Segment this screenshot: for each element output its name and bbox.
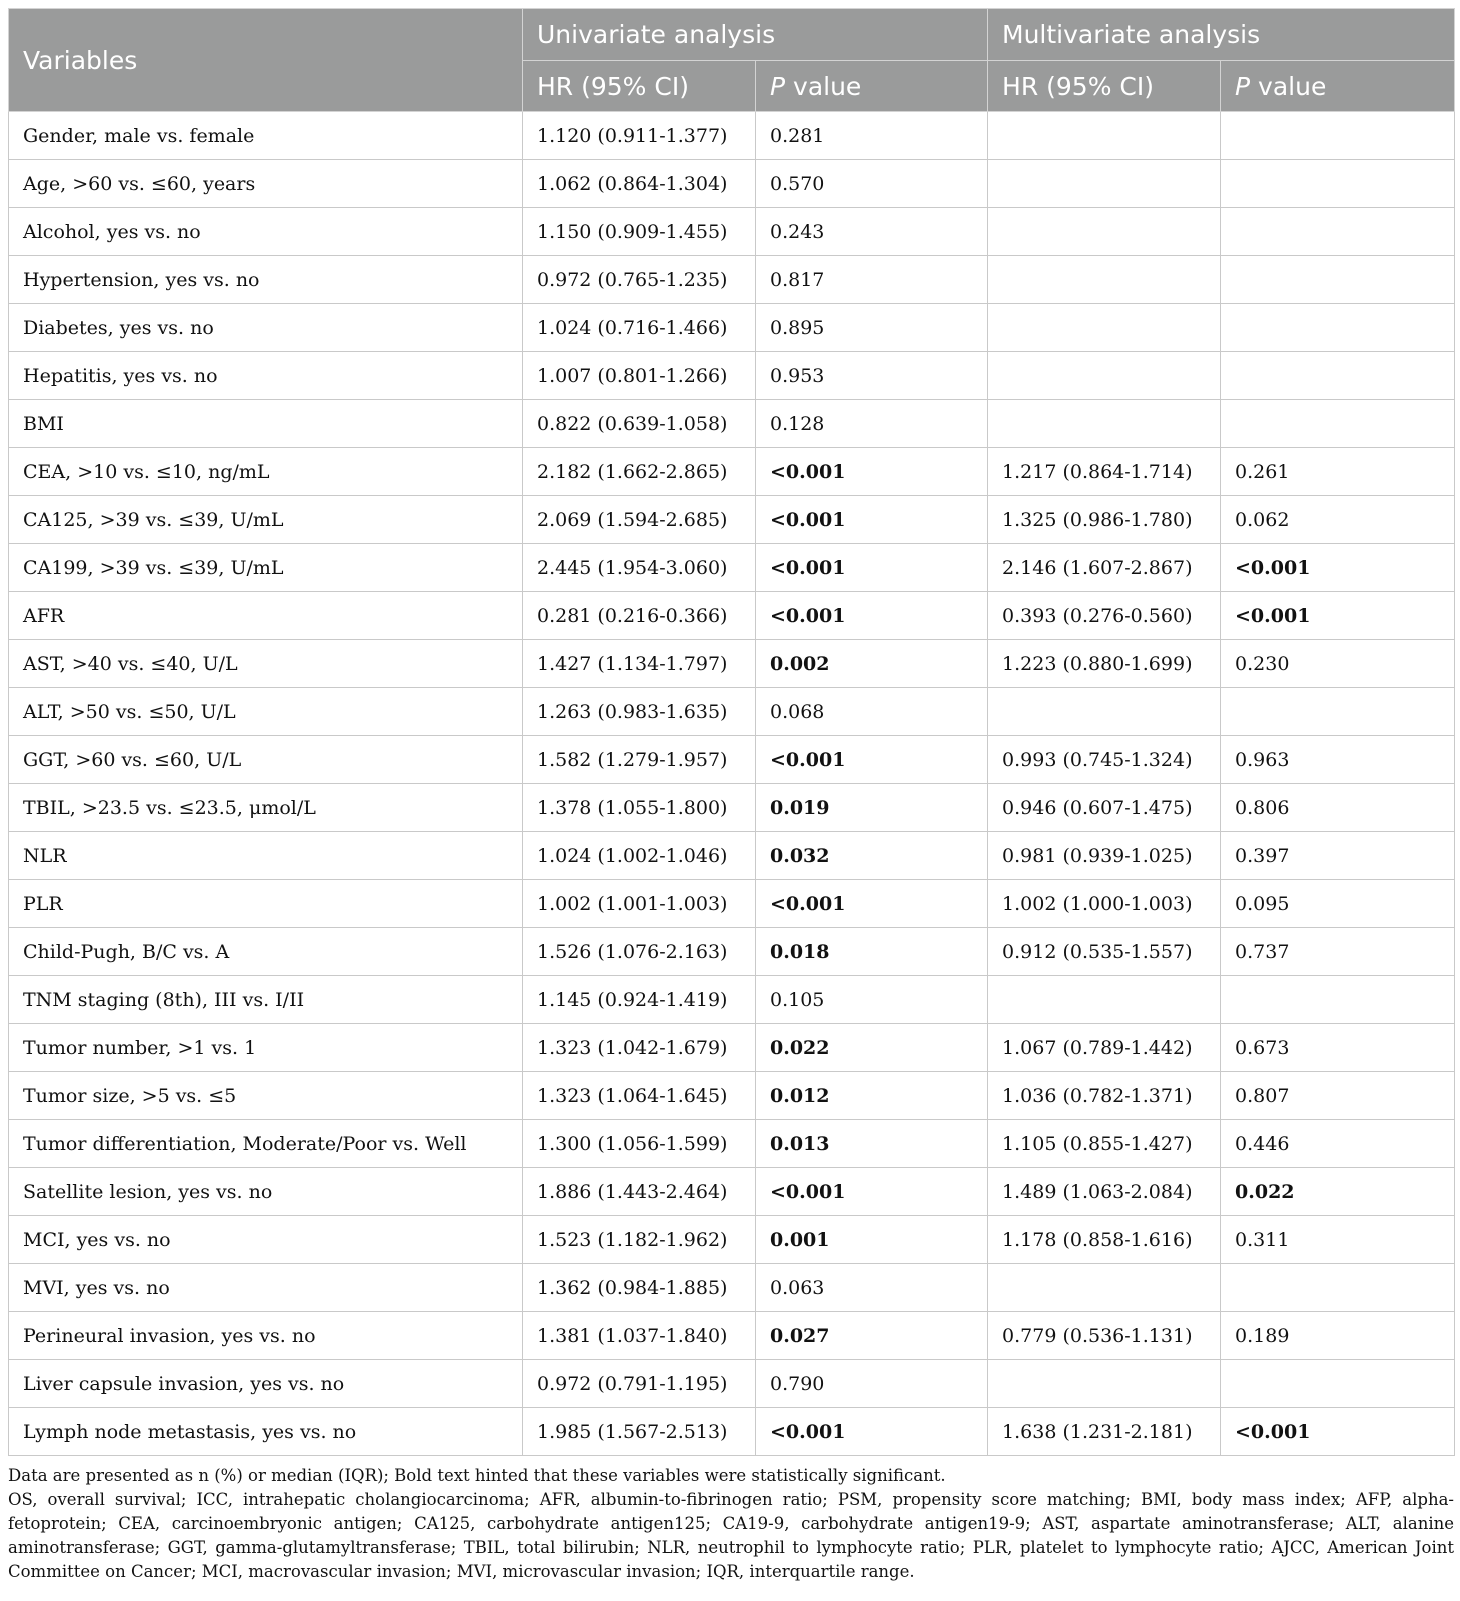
univariate-p-cell: 0.001 — [756, 1216, 988, 1264]
multivariate-hr-cell — [988, 160, 1221, 208]
multivariate-hr-cell: 0.993 (0.745-1.324) — [988, 736, 1221, 784]
univariate-hr-cell: 1.150 (0.909-1.455) — [523, 208, 756, 256]
variable-cell: Alcohol, yes vs. no — [9, 208, 523, 256]
univariate-hr-cell: 1.582 (1.279-1.957) — [523, 736, 756, 784]
table-row — [9, 1312, 1455, 1360]
multivariate-p-cell: 0.673 — [1221, 1024, 1455, 1072]
variable-cell: CA125, >39 vs. ≤39, U/mL — [9, 496, 523, 544]
multivariate-p-cell — [1221, 208, 1455, 256]
multivariate-p-cell: 0.311 — [1221, 1216, 1455, 1264]
multivariate-p-cell: 0.261 — [1221, 448, 1455, 496]
header-multi-p — [1221, 61, 1455, 112]
variable-cell: Satellite lesion, yes vs. no — [9, 1168, 523, 1216]
multivariate-p-cell: <0.001 — [1221, 1408, 1455, 1456]
variable-cell: Hepatitis, yes vs. no — [9, 352, 523, 400]
univariate-hr-cell: 1.002 (1.001-1.003) — [523, 880, 756, 928]
table-row — [9, 1264, 1455, 1312]
multivariate-hr-cell — [988, 400, 1221, 448]
multivariate-p-cell — [1221, 304, 1455, 352]
multivariate-hr-cell: 0.912 (0.535-1.557) — [988, 928, 1221, 976]
multivariate-p-cell: <0.001 — [1221, 544, 1455, 592]
univariate-p-cell: <0.001 — [756, 592, 988, 640]
univariate-p-cell: <0.001 — [756, 736, 988, 784]
univariate-hr-cell: 1.145 (0.924-1.419) — [523, 976, 756, 1024]
header-multi-hr: HR (95% CI) — [988, 61, 1221, 112]
multivariate-hr-cell — [988, 352, 1221, 400]
univariate-hr-cell: 1.062 (0.864-1.304) — [523, 160, 756, 208]
univariate-hr-cell: 1.300 (1.056-1.599) — [523, 1120, 756, 1168]
univariate-p-cell: <0.001 — [756, 448, 988, 496]
variable-cell: MCI, yes vs. no — [9, 1216, 523, 1264]
multivariate-hr-cell: 1.067 (0.789-1.442) — [988, 1024, 1221, 1072]
variable-cell: CEA, >10 vs. ≤10, ng/mL — [9, 448, 523, 496]
univariate-hr-cell: 1.886 (1.443-2.464) — [523, 1168, 756, 1216]
multivariate-hr-cell: 1.638 (1.231-2.181) — [988, 1408, 1221, 1456]
multivariate-p-cell: 0.062 — [1221, 496, 1455, 544]
table-row — [9, 304, 1455, 352]
multivariate-hr-cell: 0.393 (0.276-0.560) — [988, 592, 1221, 640]
univariate-hr-cell: 1.323 (1.042-1.679) — [523, 1024, 756, 1072]
univariate-p-cell: <0.001 — [756, 1168, 988, 1216]
univariate-hr-cell: 1.427 (1.134-1.797) — [523, 640, 756, 688]
univariate-p-cell: 0.019 — [756, 784, 988, 832]
univariate-p-cell: 0.128 — [756, 400, 988, 448]
variable-cell: Tumor differentiation, Moderate/Poor vs. Well — [9, 1120, 523, 1168]
multivariate-p-cell — [1221, 160, 1455, 208]
multivariate-hr-cell: 1.489 (1.063-2.084) — [988, 1168, 1221, 1216]
table-row — [9, 160, 1455, 208]
variable-cell: Hypertension, yes vs. no — [9, 256, 523, 304]
table-header — [9, 9, 1455, 112]
table-row — [9, 688, 1455, 736]
table-row — [9, 880, 1455, 928]
univariate-hr-cell: 1.263 (0.983-1.635) — [523, 688, 756, 736]
univariate-p-cell: 0.002 — [756, 640, 988, 688]
table-row — [9, 1216, 1455, 1264]
multivariate-hr-cell: 0.981 (0.939-1.025) — [988, 832, 1221, 880]
multivariate-p-cell: 0.446 — [1221, 1120, 1455, 1168]
univariate-hr-cell: 1.526 (1.076-2.163) — [523, 928, 756, 976]
multivariate-hr-cell: 2.146 (1.607-2.867) — [988, 544, 1221, 592]
variable-cell: Gender, male vs. female — [9, 112, 523, 160]
table-row — [9, 736, 1455, 784]
multivariate-hr-cell: 0.946 (0.607-1.475) — [988, 784, 1221, 832]
multivariate-p-cell: 0.095 — [1221, 880, 1455, 928]
table-row — [9, 976, 1455, 1024]
univariate-hr-cell: 1.362 (0.984-1.885) — [523, 1264, 756, 1312]
table-row — [9, 400, 1455, 448]
univariate-hr-cell: 1.381 (1.037-1.840) — [523, 1312, 756, 1360]
table-row — [9, 352, 1455, 400]
multivariate-p-cell — [1221, 976, 1455, 1024]
table-row — [9, 928, 1455, 976]
multivariate-p-cell — [1221, 1360, 1455, 1408]
multivariate-hr-cell: 1.002 (1.000-1.003) — [988, 880, 1221, 928]
univariate-p-cell: 0.790 — [756, 1360, 988, 1408]
variable-cell: Tumor number, >1 vs. 1 — [9, 1024, 523, 1072]
multivariate-hr-cell: 1.105 (0.855-1.427) — [988, 1120, 1221, 1168]
table-row — [9, 544, 1455, 592]
table-row — [9, 592, 1455, 640]
multivariate-p-cell: 0.963 — [1221, 736, 1455, 784]
multivariate-p-cell: 0.807 — [1221, 1072, 1455, 1120]
table-row — [9, 448, 1455, 496]
univariate-p-cell: 0.032 — [756, 832, 988, 880]
univariate-hr-cell: 1.024 (1.002-1.046) — [523, 832, 756, 880]
univariate-hr-cell: 2.445 (1.954-3.060) — [523, 544, 756, 592]
univariate-p-cell: 0.013 — [756, 1120, 988, 1168]
univariate-p-cell: 0.281 — [756, 112, 988, 160]
multivariate-hr-cell — [988, 1264, 1221, 1312]
univariate-hr-cell: 1.024 (0.716-1.466) — [523, 304, 756, 352]
univariate-p-cell: 0.068 — [756, 688, 988, 736]
multivariate-p-cell: <0.001 — [1221, 592, 1455, 640]
univariate-p-cell: 0.570 — [756, 160, 988, 208]
table-row — [9, 208, 1455, 256]
variable-cell: CA199, >39 vs. ≤39, U/mL — [9, 544, 523, 592]
footnote-abbreviations: OS, overall survival; ICC, intrahepatic cholangiocarcinoma; AFR, albumin-to-fibrinogen ratio; PSM, propensity score matching; BMI, body mass index; AFP, alpha-fetoprotein; CEA, carcinoembryonic antigen; CA125, carbohydrate antigen125; CA19-9, carbohydrate antigen19-9; AST, aspartate aminotransferase; ALT, alanine aminotransferase; GGT, gamma-glutamyltransferase; TBIL, total bilirubin; NLR, neutrophil to lymphocyte ratio; PLR, platelet to lymphocyte ratio; AJCC, American Joint Committee on Cancer; MCI, macrovascular invasion; MVI, microvascular invasion; IQR, interquartile range. — [8, 1490, 1454, 1581]
variable-cell: Liver capsule invasion, yes vs. no — [9, 1360, 523, 1408]
univariate-p-cell: 0.817 — [756, 256, 988, 304]
multivariate-hr-cell — [988, 208, 1221, 256]
p-italic: P — [770, 71, 786, 101]
variable-cell: Diabetes, yes vs. no — [9, 304, 523, 352]
univariate-p-cell: <0.001 — [756, 496, 988, 544]
p-value-label: value — [785, 71, 862, 101]
multivariate-p-cell: 0.737 — [1221, 928, 1455, 976]
univariate-p-cell: 0.895 — [756, 304, 988, 352]
variable-cell: ALT, >50 vs. ≤50, U/L — [9, 688, 523, 736]
multivariate-hr-cell: 1.217 (0.864-1.714) — [988, 448, 1221, 496]
header-variables: Variables — [9, 9, 523, 112]
p-italic: P — [1235, 71, 1251, 101]
variable-cell: Tumor size, >5 vs. ≤5 — [9, 1072, 523, 1120]
univariate-hr-cell: 0.281 (0.216-0.366) — [523, 592, 756, 640]
header-uni-p — [756, 61, 988, 112]
univariate-hr-cell: 1.323 (1.064-1.645) — [523, 1072, 756, 1120]
multivariate-p-cell: 0.806 — [1221, 784, 1455, 832]
univariate-hr-cell: 0.972 (0.765-1.235) — [523, 256, 756, 304]
table-row — [9, 1408, 1455, 1456]
table-row — [9, 640, 1455, 688]
header-multivariate: Multivariate analysis — [988, 9, 1455, 61]
univariate-hr-cell: 1.523 (1.182-1.962) — [523, 1216, 756, 1264]
variable-cell: PLR — [9, 880, 523, 928]
multivariate-hr-cell: 1.036 (0.782-1.371) — [988, 1072, 1221, 1120]
table-row — [9, 496, 1455, 544]
multivariate-p-cell: 0.230 — [1221, 640, 1455, 688]
cox-regression-table — [8, 8, 1455, 1456]
univariate-hr-cell: 1.378 (1.055-1.800) — [523, 784, 756, 832]
univariate-hr-cell: 1.985 (1.567-2.513) — [523, 1408, 756, 1456]
variable-cell: TNM staging (8th), III vs. I/II — [9, 976, 523, 1024]
variable-cell: Age, >60 vs. ≤60, years — [9, 160, 523, 208]
multivariate-p-cell — [1221, 400, 1455, 448]
table-row — [9, 1120, 1455, 1168]
footnotes — [8, 1464, 1454, 1584]
multivariate-hr-cell — [988, 976, 1221, 1024]
variable-cell: Lymph node metastasis, yes vs. no — [9, 1408, 523, 1456]
table-row — [9, 1360, 1455, 1408]
table-row — [9, 1168, 1455, 1216]
multivariate-p-cell: 0.022 — [1221, 1168, 1455, 1216]
univariate-hr-cell: 0.822 (0.639-1.058) — [523, 400, 756, 448]
univariate-p-cell: 0.018 — [756, 928, 988, 976]
univariate-p-cell: 0.953 — [756, 352, 988, 400]
document — [8, 8, 1454, 1584]
univariate-p-cell: 0.243 — [756, 208, 988, 256]
variable-cell: BMI — [9, 400, 523, 448]
univariate-hr-cell: 1.007 (0.801-1.266) — [523, 352, 756, 400]
univariate-p-cell: <0.001 — [756, 544, 988, 592]
multivariate-hr-cell: 1.178 (0.858-1.616) — [988, 1216, 1221, 1264]
variable-cell: NLR — [9, 832, 523, 880]
table-row — [9, 784, 1455, 832]
multivariate-p-cell — [1221, 256, 1455, 304]
univariate-hr-cell: 1.120 (0.911-1.377) — [523, 112, 756, 160]
p-value-label: value — [1250, 71, 1327, 101]
univariate-p-cell: 0.063 — [756, 1264, 988, 1312]
multivariate-hr-cell — [988, 1360, 1221, 1408]
multivariate-p-cell — [1221, 1264, 1455, 1312]
variable-cell: TBIL, >23.5 vs. ≤23.5, μmol/L — [9, 784, 523, 832]
univariate-p-cell: <0.001 — [756, 880, 988, 928]
multivariate-p-cell: 0.189 — [1221, 1312, 1455, 1360]
multivariate-hr-cell: 1.223 (0.880-1.699) — [988, 640, 1221, 688]
univariate-p-cell: 0.027 — [756, 1312, 988, 1360]
univariate-hr-cell: 2.069 (1.594-2.685) — [523, 496, 756, 544]
univariate-hr-cell: 0.972 (0.791-1.195) — [523, 1360, 756, 1408]
univariate-p-cell: 0.105 — [756, 976, 988, 1024]
multivariate-hr-cell — [988, 304, 1221, 352]
table-row — [9, 1072, 1455, 1120]
table-row — [9, 112, 1455, 160]
multivariate-p-cell: 0.397 — [1221, 832, 1455, 880]
multivariate-hr-cell — [988, 256, 1221, 304]
variable-cell: MVI, yes vs. no — [9, 1264, 523, 1312]
multivariate-p-cell — [1221, 688, 1455, 736]
header-uni-hr: HR (95% CI) — [523, 61, 756, 112]
table-row — [9, 832, 1455, 880]
footnote-line-1: Data are presented as n (%) or median (IQR); Bold text hinted that these variables were statistically significant. — [8, 1466, 946, 1485]
multivariate-hr-cell — [988, 112, 1221, 160]
variable-cell: AST, >40 vs. ≤40, U/L — [9, 640, 523, 688]
variable-cell: Perineural invasion, yes vs. no — [9, 1312, 523, 1360]
multivariate-hr-cell: 0.779 (0.536-1.131) — [988, 1312, 1221, 1360]
univariate-hr-cell: 2.182 (1.662-2.865) — [523, 448, 756, 496]
univariate-p-cell: 0.022 — [756, 1024, 988, 1072]
variable-cell: GGT, >60 vs. ≤60, U/L — [9, 736, 523, 784]
multivariate-p-cell — [1221, 112, 1455, 160]
multivariate-hr-cell: 1.325 (0.986-1.780) — [988, 496, 1221, 544]
univariate-p-cell: 0.012 — [756, 1072, 988, 1120]
table-row — [9, 256, 1455, 304]
multivariate-hr-cell — [988, 688, 1221, 736]
multivariate-p-cell — [1221, 352, 1455, 400]
table-body — [9, 112, 1455, 1456]
variable-cell: Child-Pugh, B/C vs. A — [9, 928, 523, 976]
univariate-p-cell: <0.001 — [756, 1408, 988, 1456]
variable-cell: AFR — [9, 592, 523, 640]
table-row — [9, 1024, 1455, 1072]
header-univariate: Univariate analysis — [523, 9, 988, 61]
